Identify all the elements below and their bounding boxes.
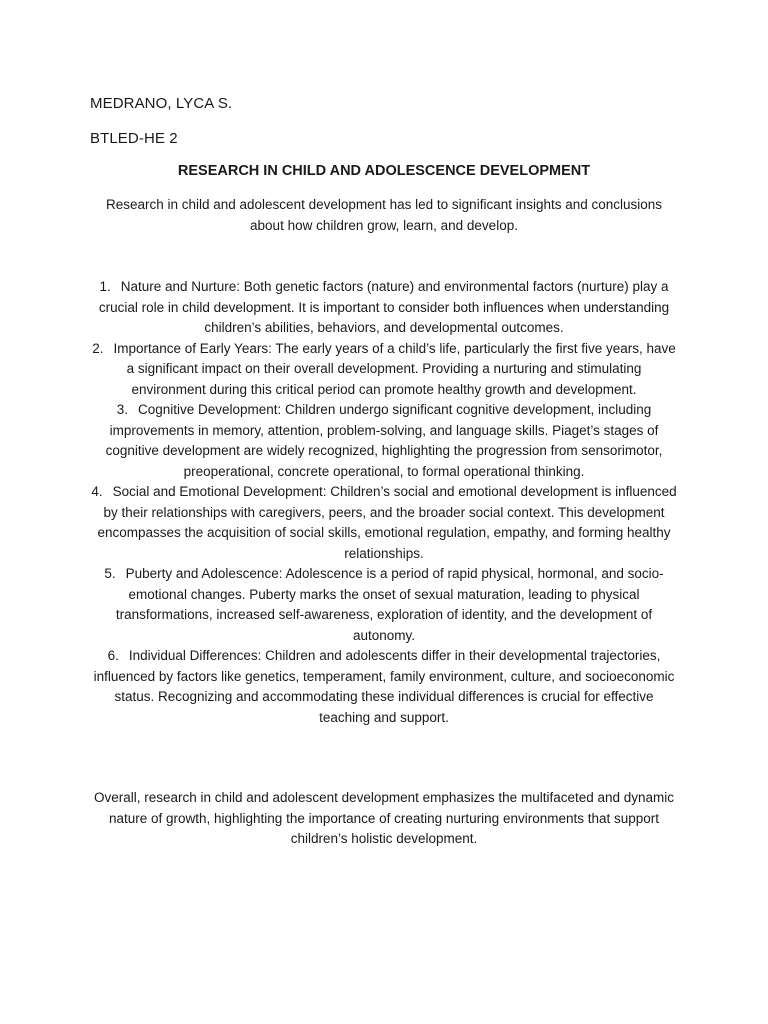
document-title: RESEARCH IN CHILD AND ADOLESCENCE DEVELOPMENT: [177, 163, 591, 179]
list-item: [90, 482, 678, 564]
findings-list: [90, 277, 678, 728]
intro-paragraph: Research in child and adolescent development has led to significant insights and conclusions about how children grow, learn, and develop.: [105, 197, 663, 233]
list-item: [90, 339, 678, 401]
list-item-number: 5.: [104, 566, 116, 581]
list-item-number: 3.: [116, 402, 128, 417]
list-item-text: Importance of Early Years: The early years of a child’s life, particularly the first five years, have a significant impact on their overall development. Providing a nurturing and stimulating environment during this critical period can promote healthy growth and development.: [113, 340, 676, 397]
list-item: [90, 277, 678, 339]
list-item: [90, 400, 678, 482]
list-item: [90, 646, 678, 728]
conclusion-paragraph: Overall, research in child and adolescent development emphasizes the multifaceted and dynamic nature of growth, highlighting the importance of creating nurturing environments that support children’s holistic development.: [93, 790, 675, 846]
student-name: MEDRANO, LYCA S.: [90, 95, 233, 112]
list-item-number: 4.: [91, 484, 103, 499]
list-item: [90, 564, 678, 646]
list-item-text: Puberty and Adolescence: Adolescence is a period of rapid physical, hormonal, and socio-emotional changes. Puberty marks the onset of sexual maturation, leading to physical transformations, increased self-awareness, exploration of identity, and the development of autonomy.: [115, 566, 664, 643]
list-item-text: Individual Differences: Children and adolescents differ in their developmental trajectories, influenced by factors like genetics, temperament, family environment, culture, and socioeconomic status. Recognizing and accommodating these individual differences is crucial for effective teaching and support.: [93, 648, 675, 725]
list-item-number: 1.: [99, 279, 111, 294]
list-item-text: Social and Emotional Development: Children’s social and emotional development is influenced by their relationships with caregivers, peers, and the broader social context. This development encompasses the acquisition of social skills, emotional regulation, empathy, and forming healthy relationships.: [97, 484, 677, 561]
list-item-number: 6.: [107, 648, 119, 663]
list-item-number: 2.: [92, 340, 104, 356]
list-item-text: Nature and Nurture: Both genetic factors (nature) and environmental factors (nurture) play a crucial role in child development. It is important to consider both influences when understanding children’s abilities, behaviors, and developmental outcomes.: [98, 279, 670, 335]
list-item-text: Cognitive Development: Children undergo significant cognitive development, including improvements in memory, attention, problem-solving, and language skills. Piaget’s stages of cognitive development are widely recognized, highlighting the progression from sensorimotor, preoperational, concrete operational, to formal operational thinking.: [105, 402, 663, 479]
course-section: BTLED-HE 2: [90, 130, 178, 147]
